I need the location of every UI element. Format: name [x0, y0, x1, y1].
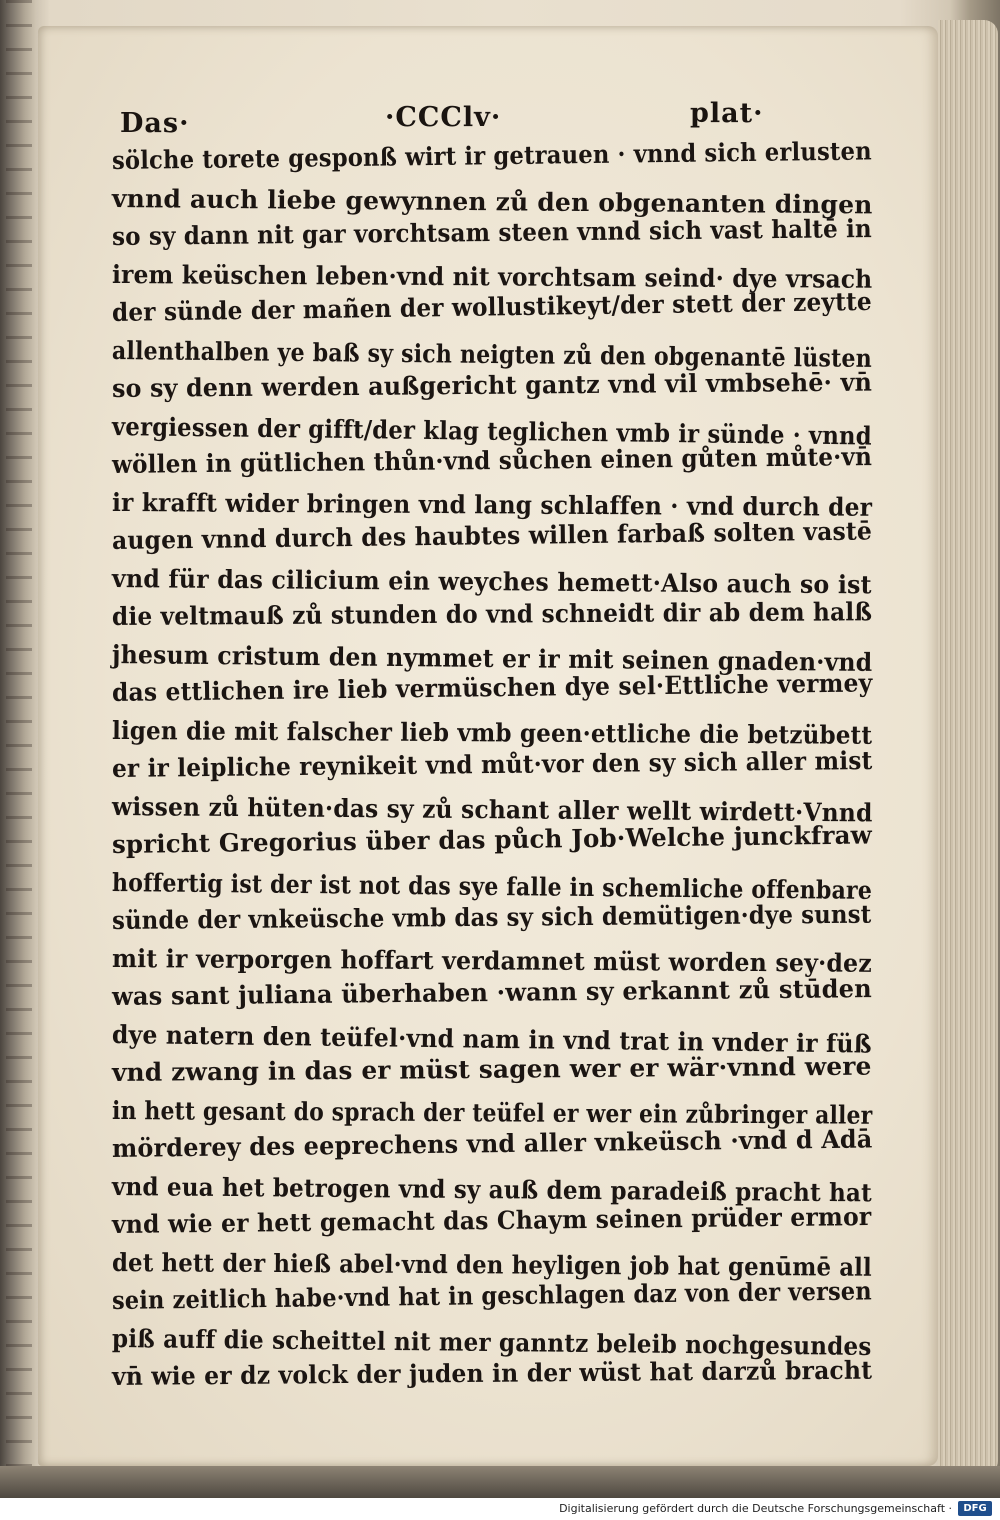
folio-number: ·CCClv·: [385, 102, 502, 133]
body-text: [111, 136, 873, 1396]
scan-bottom-shadow: [0, 1466, 1000, 1498]
text-line: vnd wie er hett gemacht das Chaym seinen prüder ermor: [111, 1202, 872, 1239]
text-line: vnnd auch liebe gewynnen zů den obgenanten dingen: [111, 184, 873, 220]
book-fore-edge: [938, 20, 998, 1475]
text-line: der sünde der mañen der wollustikeyt/der stett der zeytte: [111, 286, 873, 327]
text-line: er ir leipliche reynikeit vnd můt·vor den sy sich aller mist: [111, 746, 873, 783]
text-line: sölche torete gesponß wirt ir getrauen · vnnd sich erlusten: [111, 136, 872, 175]
text-line: augen vnnd durch des haubtes willen farbaß solten vastē: [111, 516, 873, 555]
text-line: vnd zwang in das er müst sagen wer er wär·vnnd were: [111, 1051, 872, 1087]
text-line: det hett der hieß abel·vnd den heyligen job hat genūmē all: [111, 1248, 872, 1282]
text-line: sünde der vnkeüsche vmb das sy sich demütigen·dye sunst: [111, 899, 872, 935]
text-line: die veltmauß zů stunden do vnd schneidt dir ab dem halß: [111, 597, 873, 631]
adjacent-page-edge: [0, 0, 36, 1498]
text-line: das ettlichen ire lieb vermüschen dye sel·Ettliche vermey: [111, 668, 873, 707]
text-line: hoffertig ist der ist not das sye falle in schemliche offenbare: [111, 868, 873, 905]
text-line: allenthalben ye baß sy sich neigten zů den obgenantē lüsten: [111, 336, 873, 373]
text-line: vn̄ wie er dz volck der juden in der wüst hat darzů bracht: [111, 1355, 873, 1391]
text-line: vnd eua het betrogen vnd sy auß dem paradeiß pracht hat: [111, 1172, 873, 1208]
adjacent-page-text-bleed: [6, 0, 32, 1498]
text-line: ligen die mit falscher lieb vmb geen·ettliche die betzübett: [111, 716, 873, 750]
header-left-word: Das·: [120, 108, 190, 139]
header-right-word: plat·: [690, 98, 764, 129]
text-line: jhesum cristum den nymmet er ir mit seinen gnaden·vnd: [111, 640, 873, 677]
text-line: vergiessen der gifft/der klag teglichen vmb ir sünde · vnnd: [111, 412, 873, 451]
text-line: sein zeitlich habe·vnd hat in geschlagen daz von der versen: [111, 1276, 873, 1315]
text-line: wissen zů hüten·das sy zů schant aller wellt wirdett·Vnnd: [111, 792, 873, 828]
text-line: wöllen in gütlichen thůn·vnd sůchen einen gůten můte·vn̄: [111, 442, 873, 479]
text-line: mit ir verporgen hoffart verdamnet müst worden sey·dez: [111, 944, 873, 978]
text-line: in hett gesant do sprach der teüfel er wer ein zůbringer aller: [111, 1096, 873, 1130]
text-line: irem keüschen leben·vnd nit vorchtsam seind· dye vrsach: [111, 260, 873, 294]
text-line: so sy denn werden außgericht gantz vnd vil vmbsehē· vn̄: [111, 367, 873, 403]
text-line: dye natern den teüfel·vnd nam in vnd trat in vnder ir füß: [111, 1020, 872, 1059]
digitization-footer: [0, 1498, 1000, 1520]
footer-credit-text: Digitalisierung gefördert durch die Deutsche Forschungsgemeinschaft ·: [559, 1502, 952, 1515]
text-line: was sant juliana überhaben ·wann sy erkannt zů stūden: [111, 974, 873, 1011]
text-line: ir krafft wider bringen vnd lang schlaffen · vnd durch der: [111, 488, 873, 522]
text-line: vnd für das cilicium ein weyches hemett·Also auch so ist: [111, 564, 872, 600]
text-line: mörderey des eeprechens vnd aller vnkeüsch ·vnd d Adā: [111, 1124, 873, 1163]
text-line: piß auff die scheittel nit mer ganntz beleib nochgesundes: [111, 1324, 872, 1361]
text-line: spricht Gregorius über das půch Job·Welche junckfraw: [111, 820, 873, 859]
text-line: so sy dann nit gar vorchtsam steen vnnd sich vast haltē in: [111, 214, 873, 251]
dfg-logo: DFG: [958, 1501, 992, 1516]
